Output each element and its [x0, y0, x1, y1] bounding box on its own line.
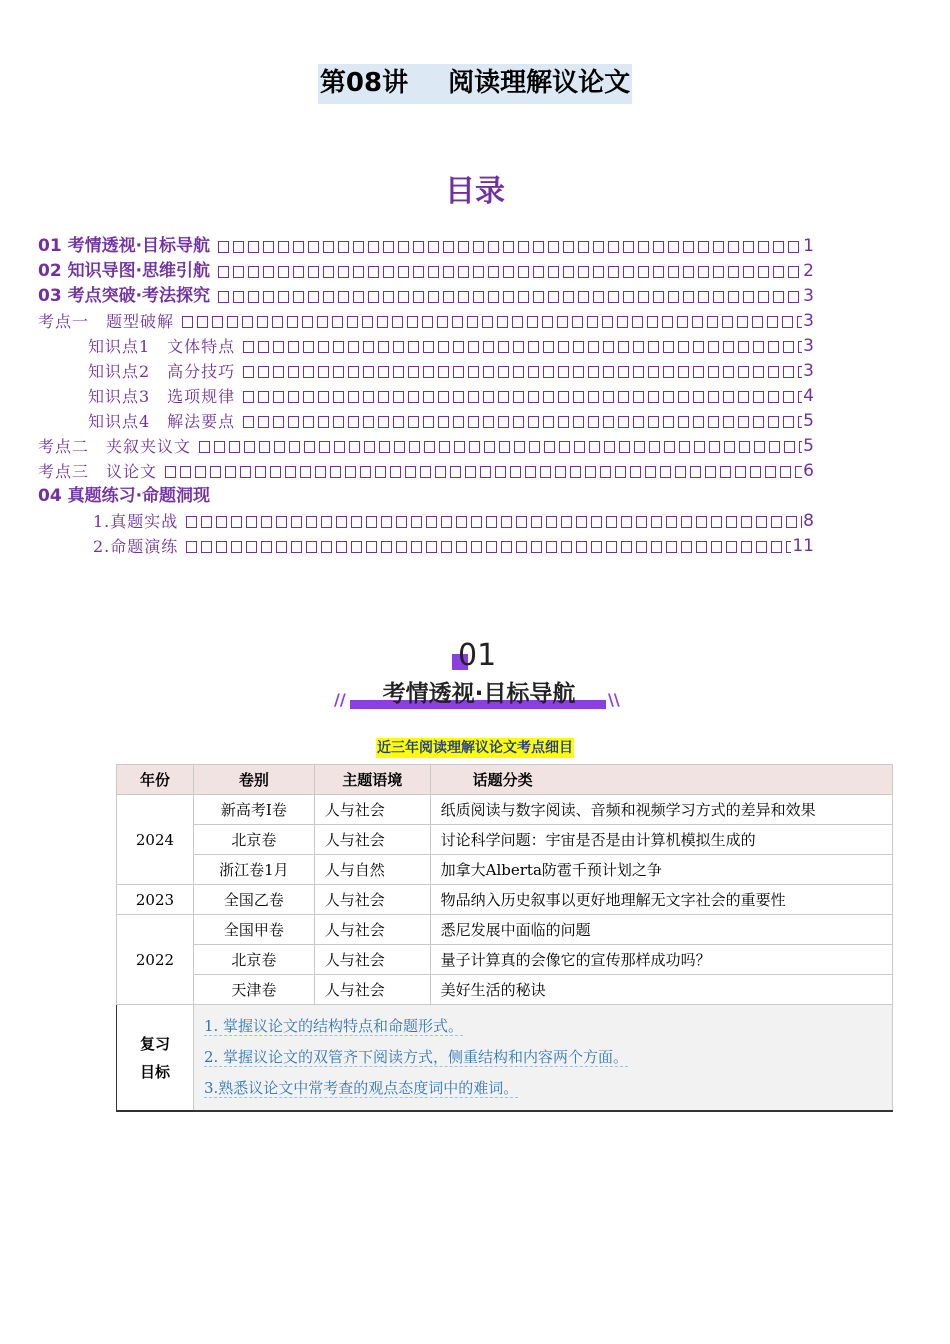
review-label-line2: 目标 [139, 1062, 170, 1081]
table-of-contents [38, 234, 814, 559]
paper-cell: 天津卷 [193, 975, 314, 1005]
toc-item-page: 3 [803, 361, 814, 381]
toc-leader-boxes [241, 409, 802, 434]
topic-cell: 加拿大Alberta防雹千预计划之争 [430, 855, 892, 885]
toc-item-label: 02 知识导图·思维引航 [38, 261, 211, 281]
paper-cell: 北京卷 [193, 945, 314, 975]
section-banner [334, 678, 624, 714]
topic-cell: 物品纳入历史叙事以更好地理解无文字社会的重要性 [430, 885, 892, 915]
toc-leader-boxes [241, 334, 802, 359]
document-title [318, 64, 632, 104]
context-cell: 人与社会 [314, 795, 430, 825]
toc-item-page: 1 [803, 236, 814, 256]
context-cell: 人与社会 [314, 975, 430, 1005]
toc-item-label: 知识点3 选项规律 [88, 387, 236, 406]
toc-leader-boxes [241, 359, 802, 384]
toc-item-label: 考点一 题型破解 [38, 312, 175, 331]
toc-item-page: 6 [803, 461, 814, 481]
toc-leader-boxes [184, 509, 802, 534]
toc-item-page: 3 [803, 336, 814, 356]
toc-item[interactable] [38, 459, 814, 484]
banner-right-slashes: \\ [608, 690, 620, 709]
toc-item-label: 04 真题练习·命题洞现 [38, 486, 211, 506]
review-goal-item: 2. 掌握议论文的双管齐下阅读方式，侧重结构和内容两个方面。 [203, 1048, 629, 1066]
table-caption: 近三年阅读理解议论文考点细目 [377, 740, 573, 756]
paper-cell: 新高考I卷 [193, 795, 314, 825]
section-number: 01 [458, 638, 497, 673]
toc-item[interactable] [38, 484, 814, 509]
toc-leader-boxes [180, 309, 802, 334]
table-row [117, 945, 893, 975]
table-row [117, 975, 893, 1005]
toc-leader-boxes [184, 534, 791, 559]
toc-item-label: 知识点1 文体特点 [88, 337, 236, 356]
section-number-badge [452, 638, 512, 674]
table-row [117, 825, 893, 855]
toc-item[interactable] [38, 309, 814, 334]
toc-item-page: 2 [803, 261, 814, 281]
header-year: 年份 [117, 765, 194, 795]
toc-item-label: 考点二 夹叙夹议文 [38, 437, 192, 456]
toc-item-page: 5 [803, 436, 814, 456]
header-paper: 卷别 [193, 765, 314, 795]
toc-item-page: 5 [803, 411, 814, 431]
review-goals-label [117, 1005, 194, 1112]
toc-item[interactable] [38, 509, 814, 534]
toc-item-label: 1.真题实战 [93, 512, 179, 531]
paper-cell: 浙江卷1月 [193, 855, 314, 885]
toc-item-page: 3 [803, 286, 814, 306]
paper-cell: 全国乙卷 [193, 885, 314, 915]
toc-item-page: 11 [792, 536, 814, 556]
toc-item[interactable] [38, 434, 814, 459]
year-cell: 2024 [117, 795, 194, 885]
topic-cell: 美好生活的秘诀 [430, 975, 892, 1005]
year-cell: 2023 [117, 885, 194, 915]
review-goal-item: 1. 掌握议论文的结构特点和命题形式。 [203, 1017, 464, 1035]
context-cell: 人与社会 [314, 915, 430, 945]
paper-cell: 北京卷 [193, 825, 314, 855]
toc-item-label: 03 考点突破·考法探究 [38, 286, 211, 306]
toc-item-label: 考点三 议论文 [38, 462, 158, 481]
toc-leader-boxes [197, 434, 802, 459]
toc-leader-boxes [163, 459, 802, 484]
toc-item[interactable] [38, 259, 814, 284]
paper-cell: 全国甲卷 [193, 915, 314, 945]
table-row [117, 885, 893, 915]
toc-item[interactable] [38, 359, 814, 384]
topic-cell: 悉尼发展中面临的问题 [430, 915, 892, 945]
toc-item[interactable] [38, 384, 814, 409]
toc-leader-boxes [216, 284, 802, 309]
context-cell: 人与社会 [314, 825, 430, 855]
section-title: 考情透视·目标导航 [382, 681, 576, 707]
toc-item-page: 3 [803, 311, 814, 331]
toc-item-label: 知识点2 高分技巧 [88, 362, 236, 381]
toc-item[interactable] [38, 534, 814, 559]
review-goals-list [193, 1005, 892, 1112]
toc-item-page: 8 [803, 511, 814, 531]
toc-heading: 目录 [445, 174, 505, 209]
review-label-line1: 复习 [139, 1034, 170, 1053]
toc-item-page: 4 [803, 386, 814, 406]
year-cell: 2022 [117, 915, 194, 1005]
table-row [117, 795, 893, 825]
toc-item-label: 2.命题演练 [93, 537, 179, 556]
topic-cell: 量子计算真的会像它的宣传那样成功吗？ [430, 945, 892, 975]
toc-leader-boxes [216, 259, 802, 284]
context-cell: 人与社会 [314, 945, 430, 975]
toc-item-label: 01 考情透视·目标导航 [38, 236, 211, 256]
context-cell: 人与自然 [314, 855, 430, 885]
title-topic: 阅读理解议论文 [448, 68, 631, 98]
toc-item[interactable] [38, 334, 814, 359]
table-row [117, 915, 893, 945]
toc-item-label: 知识点4 解法要点 [88, 412, 236, 431]
table-row [117, 855, 893, 885]
table-header-row [117, 765, 893, 795]
document-title-wrap [0, 64, 950, 104]
header-context: 主题语境 [314, 765, 430, 795]
exam-points-table [116, 764, 893, 1112]
header-topic: 话题分类 [430, 765, 892, 795]
banner-left-slashes: // [334, 690, 346, 709]
toc-leader-boxes [241, 384, 802, 409]
table-caption-wrap [0, 737, 950, 758]
toc-leader-boxes [216, 234, 802, 259]
topic-cell: 纸质阅读与数字阅读、音频和视频学习方式的差异和效果 [430, 795, 892, 825]
toc-item[interactable] [38, 409, 814, 434]
context-cell: 人与社会 [314, 885, 430, 915]
title-lecture-number: 第08讲 [319, 68, 409, 98]
toc-item[interactable] [38, 234, 814, 259]
review-goals-row [117, 1005, 893, 1112]
toc-item[interactable] [38, 284, 814, 309]
review-goal-item: 3.熟悉议论文中常考查的观点态度词中的难词。 [203, 1079, 519, 1097]
topic-cell: 讨论科学问题：宇宙是否是由计算机模拟生成的 [430, 825, 892, 855]
